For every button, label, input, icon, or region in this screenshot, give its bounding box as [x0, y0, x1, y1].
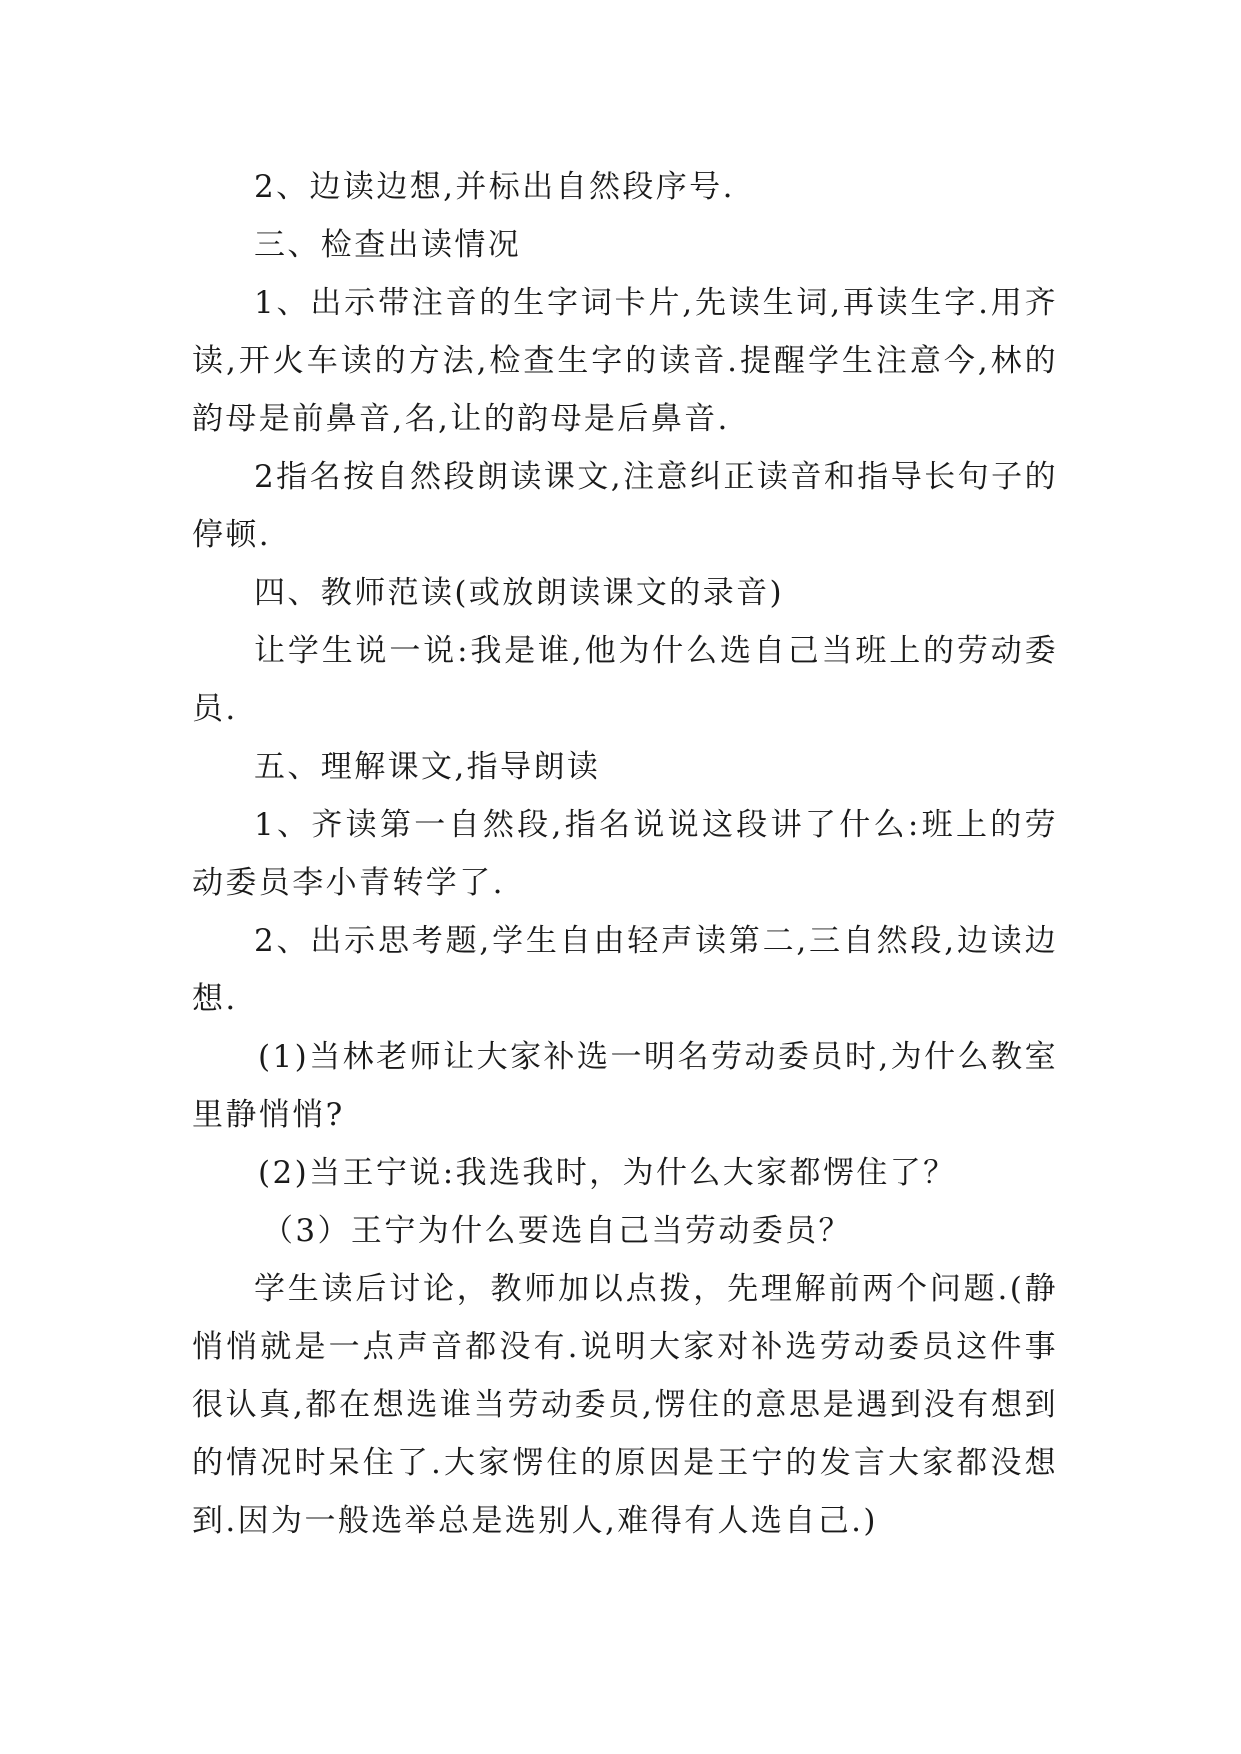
paragraph-thinking-questions: 2、出示思考题,学生自由轻声读第二,三自然段,边读边想. — [192, 923, 1058, 1017]
paragraph-read-by-section: 2指名按自然段朗读课文,注意纠正读音和指导长句子的停顿. — [192, 459, 1058, 553]
heading-check-reading: 三、检查出读情况 — [254, 227, 522, 263]
paragraph-discussion: 学生读后讨论，教师加以点拨，先理解前两个问题.(静悄悄就是一点声音都没有.说明大家对补选劳动委员这件事很认真,都在想选谁当劳动委员,愣住的意思是遇到没有想到的情况时呆住了.大家愣住的原因是王宁的发言大家都没想到.因为一般选举总是选别人,难得有人选自己.) — [192, 1271, 1058, 1539]
question-2: (2)当王宁说:我选我时，为什么大家都愣住了？ — [258, 1155, 957, 1191]
heading-understand-text: 五、理解课文,指导朗读 — [254, 749, 601, 785]
question-1: (1)当林老师让大家补选一明名劳动委员时,为什么教室里静悄悄? — [192, 1039, 1058, 1133]
paragraph-read-and-think: 2、边读边想,并标出自然段序号. — [254, 169, 735, 205]
paragraph-first-section: 1、齐读第一自然段,指名说说这段讲了什么:班上的劳动委员李小青转学了. — [192, 807, 1058, 901]
heading-teacher-reading: 四、教师范读(或放朗读课文的录音) — [254, 575, 784, 611]
paragraph-vocabulary-cards: 1、出示带注音的生字词卡片,先读生词,再读生字.用齐读,开火车读的方法,检查生字的读音.提醒学生注意今,林的韵母是前鼻音,名,让的韵母是后鼻音. — [192, 285, 1058, 437]
document-body — [192, 158, 1058, 1550]
question-3: （3）王宁为什么要选自己当劳动委员？ — [262, 1213, 852, 1249]
paragraph-students-discuss: 让学生说一说:我是谁,他为什么选自己当班上的劳动委员. — [192, 633, 1058, 727]
